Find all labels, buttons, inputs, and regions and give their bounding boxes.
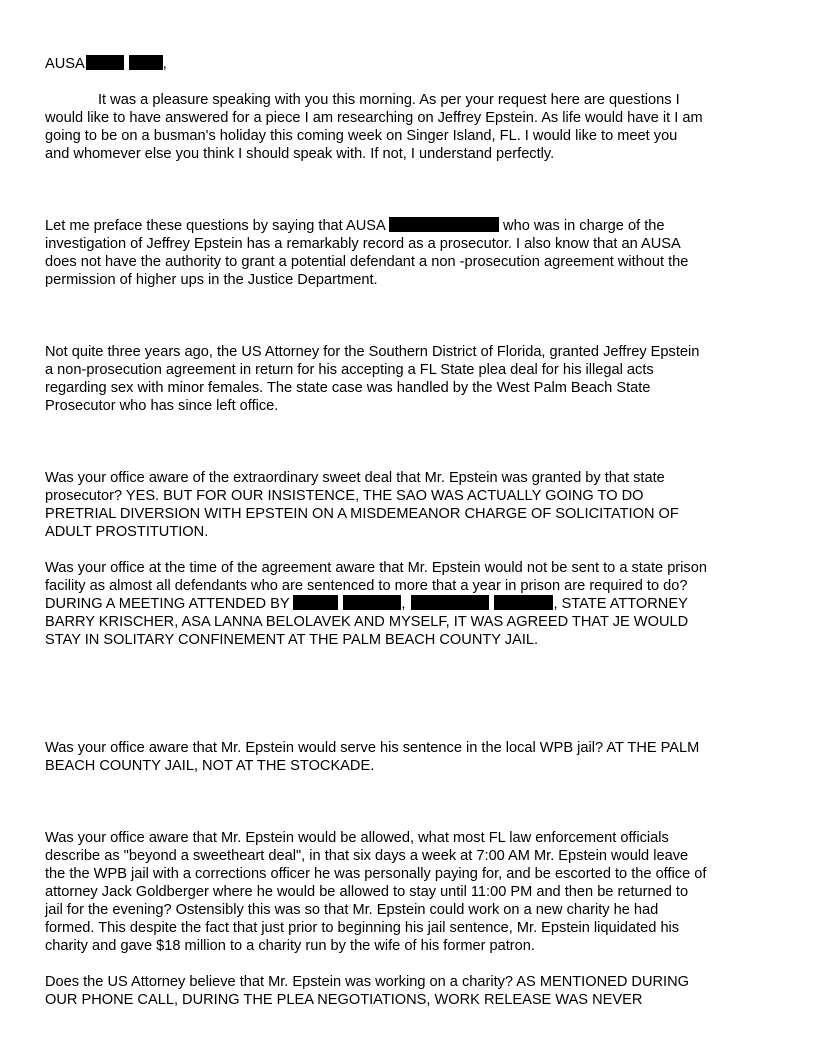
question-line: Does the US Attorney believe that Mr. Epstein was working on a charity? AS MENTIONED DURING bbox=[45, 974, 689, 990]
background-line: Prosecutor who has since left office. bbox=[45, 398, 279, 414]
intro-line: and whomever else you think I should speak with. If not, I understand perfectly. bbox=[45, 146, 555, 162]
preface-line: does not have the authority to grant a potential defendant a non -prosecution agreement without the bbox=[45, 254, 689, 270]
answer-text: , STATE ATTORNEY bbox=[553, 596, 688, 612]
redaction-box bbox=[389, 217, 499, 232]
question-1 bbox=[45, 469, 780, 541]
background-line: a non-prosecution agreement in return for his accepting a FL State plea deal for his illegal acts bbox=[45, 362, 654, 378]
question-2 bbox=[45, 559, 780, 649]
question-4 bbox=[45, 829, 780, 955]
background-paragraph bbox=[45, 343, 780, 415]
question-line: jail for the evening? Ostensibly this was so that Mr. Epstein could work on a new charity he had bbox=[45, 902, 659, 918]
question-line: STAY IN SOLITARY CONFINEMENT AT THE PALM BEACH COUNTY JAIL. bbox=[45, 632, 539, 648]
question-line: facility as almost all defendants who are sentenced to more that a year in prison are required to do? bbox=[45, 578, 688, 594]
question-line: PRETRIAL DIVERSION WITH EPSTEIN ON A MISDEMEANOR CHARGE OF SOLICITATION OF bbox=[45, 506, 679, 522]
intro-line: It was a pleasure speaking with you this morning. As per your request here are questions I bbox=[98, 92, 680, 108]
question-line: OUR PHONE CALL, DURING THE PLEA NEGOTIATIONS, WORK RELEASE WAS NEVER bbox=[45, 992, 643, 1008]
background-line: Not quite three years ago, the US Attorney for the Southern District of Florida, granted Jeffrey Epstein bbox=[45, 344, 700, 360]
redaction-box bbox=[293, 595, 338, 610]
redaction-box bbox=[494, 595, 553, 610]
question-line: ADULT PROSTITUTION. bbox=[45, 524, 209, 540]
intro-line: going to be on a busman's holiday this coming week on Singer Island, FL. I would like to meet you bbox=[45, 128, 678, 144]
preface-paragraph bbox=[45, 217, 780, 289]
answer-text: DURING A MEETING ATTENDED BY bbox=[45, 596, 294, 612]
salutation-prefix: AUSA bbox=[45, 56, 85, 72]
redaction-box bbox=[411, 595, 489, 610]
question-line: Was your office at the time of the agreement aware that Mr. Epstein would not be sent to a state prison bbox=[45, 560, 707, 576]
salutation-suffix: , bbox=[162, 56, 167, 72]
redaction-box bbox=[129, 55, 163, 70]
redaction-box bbox=[343, 595, 401, 610]
question-3 bbox=[45, 739, 780, 775]
preface-line bbox=[45, 217, 780, 235]
question-line bbox=[45, 595, 780, 613]
question-line: Was your office aware of the extraordinary sweet deal that Mr. Epstein was granted by that state bbox=[45, 470, 665, 486]
question-line: describe as "beyond a sweetheart deal", in that six days a week at 7:00 AM Mr. Epstein would leave bbox=[45, 848, 689, 864]
salutation bbox=[45, 55, 780, 73]
preface-text: who was in charge of the bbox=[498, 218, 665, 234]
intro-paragraph bbox=[45, 91, 780, 163]
redaction-box bbox=[86, 55, 124, 70]
question-line: Was your office aware that Mr. Epstein would serve his sentence in the local WPB jail? AT THE PALM bbox=[45, 740, 700, 756]
question-line: charity and gave $18 million to a charity run by the wife of his former patron. bbox=[45, 938, 535, 954]
question-line: formed. This despite the fact that just prior to beginning his jail sentence, Mr. Epstein liquidated his bbox=[45, 920, 680, 936]
question-line: attorney Jack Goldberger where he would be allowed to stay until 11:00 PM and then be returned to bbox=[45, 884, 689, 900]
answer-text: , bbox=[401, 596, 406, 612]
question-line: prosecutor? YES. BUT FOR OUR INSISTENCE, THE SAO WAS ACTUALLY GOING TO DO bbox=[45, 488, 644, 504]
preface-line: permission of higher ups in the Justice Department. bbox=[45, 272, 378, 288]
intro-line: would like to have answered for a piece I am researching on Jeffrey Epstein. As life would have it I am bbox=[45, 110, 703, 126]
preface-text: Let me preface these questions by saying that AUSA bbox=[45, 218, 389, 234]
question-line: Was your office aware that Mr. Epstein would be allowed, what most FL law enforcement officials bbox=[45, 830, 669, 846]
question-line: BEACH COUNTY JAIL, NOT AT THE STOCKADE. bbox=[45, 758, 375, 774]
background-line: regarding sex with minor females. The state case was handled by the West Palm Beach State bbox=[45, 380, 651, 396]
preface-line: investigation of Jeffrey Epstein has a remarkably record as a prosecutor. I also know that an AUSA bbox=[45, 236, 681, 252]
question-line: the the WPB jail with a corrections officer he was personally paying for, and be escorted to the office of bbox=[45, 866, 707, 882]
salutation-line bbox=[45, 55, 780, 73]
question-5 bbox=[45, 973, 780, 1009]
question-line: BARRY KRISCHER, ASA LANNA BELOLAVEK AND MYSELF, IT WAS AGREED THAT JE WOULD bbox=[45, 614, 689, 630]
